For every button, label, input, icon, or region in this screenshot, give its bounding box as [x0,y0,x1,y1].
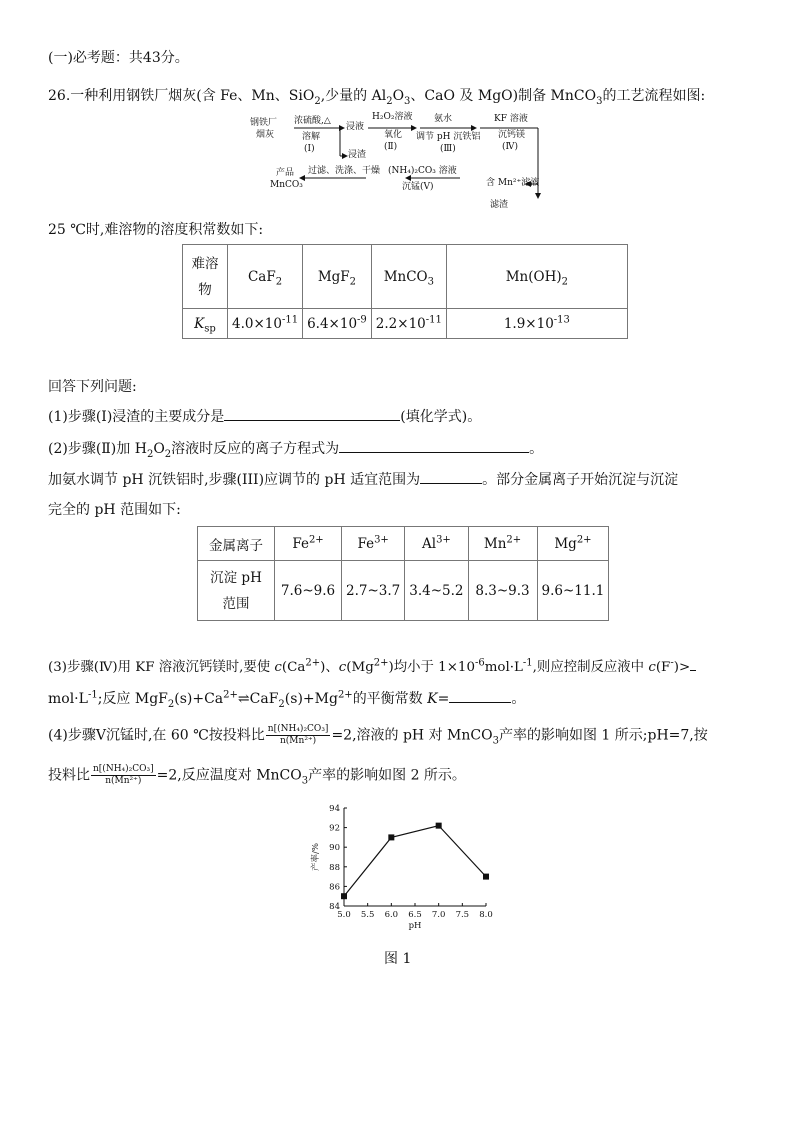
step1-reagent: 浓硫酸,△ [294,116,331,126]
x-tick-label: 7.5 [455,910,470,920]
ksp-compound-cell: $Mn(OH)_2$ [446,245,627,309]
filter-residue-label: 滤渣 [490,200,509,210]
question-stem: 26.一种利用钢铁厂烟灰(含 Fe、Mn、SiO$_2$,少量的 $Al_2O_3$、CaO 及 MgO)制备 MnCO$_3$的工艺流程如图: [48,88,706,107]
figure-1-chart [290,800,510,940]
series-line [344,826,486,897]
ph-range-cell: 7.6~9.6 [275,561,342,621]
question-2-line3: 完全的 pH 范围如下: [48,502,181,518]
ksp-table [182,244,628,339]
question-number: 26. [48,88,71,104]
ksp-header-row [183,245,628,309]
step5-reagent: (NH₄)₂CO₃ 溶液 [388,166,457,176]
ion-cell: $Fe^{2+}$ [275,527,342,561]
data-point [388,834,394,840]
product-label: 产品 [276,168,295,178]
question-4: (4)步骤Ⅴ沉锰时,在 60 ℃按投料比 $\frac{\text{n[(NH₄)₂CO₃]}}{\text{n(Mn²⁺)}}$ =2,溶液的 pH 对 MnCO$_3$产率的影响如图 1 所示;pH=7,按 [48,724,708,747]
ph-range-table [197,526,609,621]
y-tick-label: 84 [329,902,340,912]
ksp-value-cell: $2.2\times 10^{-11}$ [371,309,446,339]
y-tick-label: 88 [329,862,340,873]
feed-ratio-fraction: $\frac{\text{n[(NH₄)₂CO₃]}}{\text{n(Mn²⁺)}}$ [93,764,154,786]
question-1: (1)步骤(Ⅰ)浸渣的主要成分是 (填化学式)。 [48,406,481,427]
figure-caption: 图 1 [384,951,412,967]
ph-header-row [198,527,609,561]
step6-operation: 过滤、洗涤、干燥 [308,166,381,176]
step3-number: (Ⅲ) [440,144,456,154]
ksp-compound-cell: MnCO$_3$ [371,245,446,309]
ion-cell: $Mg^{2+}$ [537,527,609,561]
answer-intro: 回答下列问题: [48,379,137,395]
x-tick-label: 5.0 [337,910,351,920]
x-tick-label: 8.0 [479,910,493,920]
x-tick-label: 6.0 [384,910,399,920]
ksp-value-row [183,309,628,339]
step1-number: (Ⅰ) [304,144,315,154]
data-point [436,823,442,829]
raw-material-2: 烟灰 [256,130,275,140]
ph-value-row [198,561,609,621]
ph-range-cell: 8.3~9.3 [468,561,537,621]
x-tick-label: 7.0 [431,910,446,920]
step5-operation: 沉锰(Ⅴ) [402,182,434,192]
ph-header-cell: 金属离子 [198,527,275,561]
ion-cell: $Al^{3+}$ [405,527,468,561]
question-3: (3)步骤(Ⅳ)用 KF 溶液沉钙镁时,要使 $c(Ca^{2+})$、$c(Mg^{2+})$均小于 $1\times 10^{-6}mol\cdot L^{-1}$,则应控制反应液中 c(F-)> [48,656,696,678]
answer-blank-1[interactable] [224,406,400,421]
leachate-label: 浸液 [346,122,365,132]
answer-blank-3[interactable] [420,469,482,484]
y-tick-label: 92 [329,823,340,834]
x-tick-label: 5.5 [360,910,375,920]
ph-row-label: 沉淀 pH 范围 [198,561,275,621]
flow-arrows [250,112,550,212]
step3-operation: 调节 pH 沉铁铝 [416,132,481,142]
step2-reagent: H₂O₂溶液 [372,112,413,122]
product-formula: MnCO₃ [270,180,303,190]
question-4-line2: 投料比 $\frac{\text{n[(NH₄)₂CO₃]}}{\text{n(Mn²⁺)}}$ =2,反应温度对 MnCO$_3$产率的影响如图 2 所示。 [48,764,466,787]
ksp-compound-cell: CaF$_2$ [228,245,303,309]
step3-reagent: 氨水 [434,114,453,124]
ksp-intro: 25 ℃时,难溶物的溶度积常数如下: [48,222,264,238]
ksp-header-cell: 难溶 物 [183,245,228,309]
question-2: (2)步骤(Ⅱ)加 $H_2O_2$溶液时反应的离子方程式为 。 [48,438,543,459]
ksp-value-cell: $6.4\times 10^{-9}$ [303,309,372,339]
step2-operation: 氧化 [384,130,403,140]
step4-operation: 沉钙镁 [498,130,526,140]
ph-range-cell: 9.6~11.1 [537,561,609,621]
section-header: (一)必考题：共43分。 [48,50,189,66]
ksp-compound-cell: MgF$_2$ [303,245,372,309]
process-flow-diagram [250,112,550,212]
question-2-line2: 加氨水调节 pH 沉铁铝时,步骤(III)应调节的 pH 适宜范围为 。部分金属离子开始沉淀与沉淀 [48,469,678,490]
step1-operation: 溶解 [302,132,321,142]
y-axis-label: 产率/% [311,843,321,871]
x-axis-label: pH [408,921,422,931]
question-3-line2: $mol\cdot L^{-1}$;反应 $MgF_2(s)+Ca^{2+}\rightleftharpoons CaF_2(s)+Mg^{2+}$的平衡常数 K= 。 [48,689,526,710]
x-tick-label: 6.5 [408,910,422,920]
stem-text-a: 一种利用钢铁厂烟灰(含 Fe、Mn、SiO [70,88,315,104]
step2-number: (Ⅱ) [384,142,398,152]
ph-range-cell: 3.4~5.2 [405,561,468,621]
ion-cell: $Mn^{2+}$ [468,527,537,561]
equilibrium-arrow: ⇌ [237,691,250,707]
answer-blank-5[interactable] [449,688,511,703]
data-point [341,893,347,899]
residue-label: 浸渣 [348,150,367,160]
answer-blank-4[interactable] [690,656,696,671]
mn-filtrate-label: 含 Mn²⁺滤液 [486,178,540,188]
step4-number: (Ⅳ) [502,142,519,152]
ksp-value-cell: $1.9\times 10^{-13}$ [446,309,627,339]
feed-ratio-fraction: $\frac{\text{n[(NH₄)₂CO₃]}}{\text{n(Mn²⁺)}}$ [267,724,329,746]
step4-reagent: KF 溶液 [494,114,528,124]
y-tick-label: 86 [329,882,340,893]
ksp-value-cell: $4.0\times 10^{-11}$ [228,309,303,339]
ion-cell: $Fe^{3+}$ [342,527,405,561]
ksp-row-label: $K_{sp}$ [183,309,228,339]
y-tick-label: 94 [329,804,340,814]
y-tick-label: 90 [329,843,340,854]
data-point [483,874,489,880]
chart-svg [290,800,510,940]
answer-blank-2[interactable] [339,438,529,453]
raw-material-1: 钢铁厂 [250,118,278,128]
ph-range-cell: 2.7~3.7 [342,561,405,621]
